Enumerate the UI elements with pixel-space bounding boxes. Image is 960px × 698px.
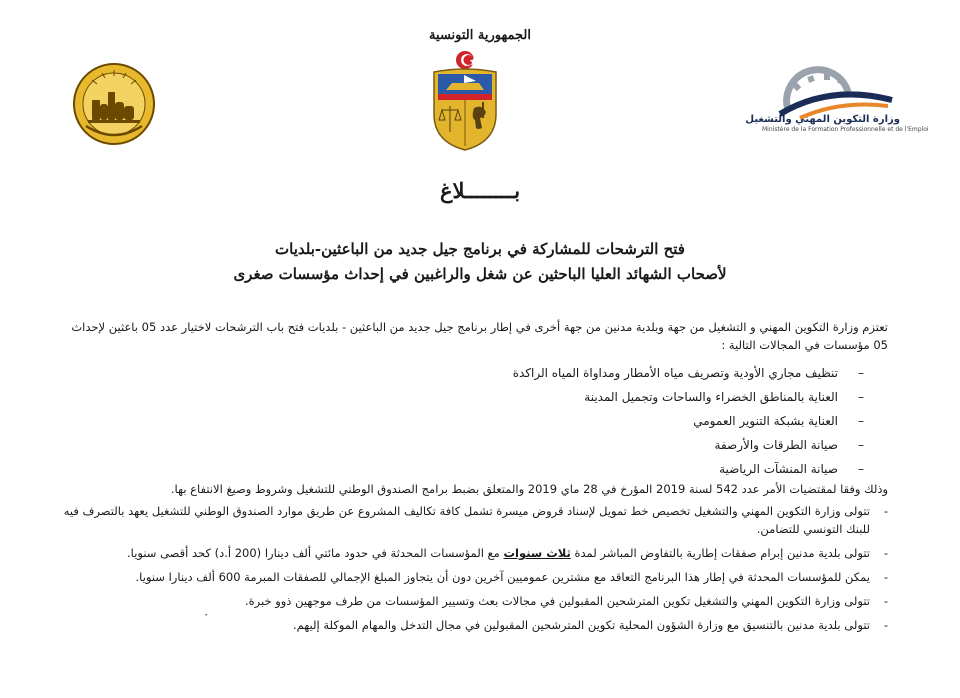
list-item: – العناية بالمناطق الخضراء والساحات وتجميل المدينة [584,390,864,404]
dash-marker: – [858,414,864,428]
bullet-marker: - [883,618,888,632]
list-item: - تتولى بلدية مدنين إبرام صفقات إطارية بالتفاوض المباشر لمدة ثلاث سنوات مع المؤسسات المحدثة في حدود مائتي ألف دينارا (200 أ.د) كحد أقصى سنويا. [127,546,888,560]
decree-paragraph: وذلك وفقا لمقتضيات الأمر عدد 542 لسنة 2019 المؤرخ في 28 ماي 2019 والمتعلق بضبط برامج الصندوق الوطني للتشغيل وشروط وصيغ الانتفاع بها. [170,482,888,496]
list-item: - تتولى وزارة التكوين المهني والتشغيل تخصيص خط تمويل لإسناد قروض ميسرة تشمل كافة تكاليف المشروع عن طريق موارد الصندوق الوطني للتشغيل يعهد بالتصرف فيه للبنك التونسي للتضامن. [63,504,888,536]
republic-heading: الجمهورية التونسية [429,28,531,43]
coat-of-arms-icon [424,48,506,152]
bullet-marker: - [883,594,888,608]
announcement-title: بــــــــلاغ [439,178,521,203]
list-item: – صيانة الطرقات والأرصفة [714,438,864,452]
municipality-seal-icon [72,62,156,146]
list-item: – تنظيف مجاري الأودية وتصريف مياه الأمطار ومداواة المياه الراكدة [512,366,864,380]
list-item: – العناية بشبكة التنوير العمومي [693,414,864,428]
bullet-marker: - [883,504,888,518]
list-item: – صيانة المنشآت الرياضية [719,462,864,476]
intro-paragraph: تعتزم وزارة التكوين المهني و التشغيل من جهة وبلدية مدنين من جهة أخرى في إطار برنامج جيل جديد من الباعثين - بلديات فتح باب الترشحات لاختيار عدد 05 باعثين لإحداث 05 مؤسسات في المجالات التالية : [71,320,888,352]
dash-marker: – [858,462,864,476]
announcement-subtitle-2: لأصحاب الشهائد العليا الباحثين عن شغل والراغبين في إحداث مؤسسات صغرى [233,265,727,283]
dash-marker: – [858,390,864,404]
announcement-subtitle-1: فتح الترشحات للمشاركة في برنامج جيل جديد من الباعثين-بلديات [275,240,685,258]
conditions-list [48,502,888,640]
bullet-marker: - [883,546,888,560]
list-item: - تتولى وزارة التكوين المهني والتشغيل تكوين المترشحين المقبولين في مجالات بعث وتسيير المؤسسات من طرف موجهين ذوو خبرة. [244,594,888,608]
dash-marker: – [858,438,864,452]
ministry-name-french: Ministère de la Formation Professionnelle et de l'Emploi [762,126,929,133]
ministry-name-arabic: وزارة التكوين المهني والتشغيل [745,114,900,125]
emphasis-duration: ثلاث سنوات [503,546,571,560]
list-item: - يمكن للمؤسسات المحدثة في إطار هذا البرنامج التعاقد مع مشترين عموميين آخرين دون أن يتجاوز المبلغ الإجمالي للصفقات المبرمة 600 ألف دينارا سنويا. [135,570,888,584]
bullet-marker: - [883,570,888,584]
dash-marker: – [858,366,864,380]
domains-list [364,364,864,484]
list-item: - تتولى بلدية مدنين بالتنسيق مع وزارة الشؤون المحلية تكوين المترشحين المقبولين في مجال التدخل والمهام الموكلة إليهم. [292,618,888,632]
